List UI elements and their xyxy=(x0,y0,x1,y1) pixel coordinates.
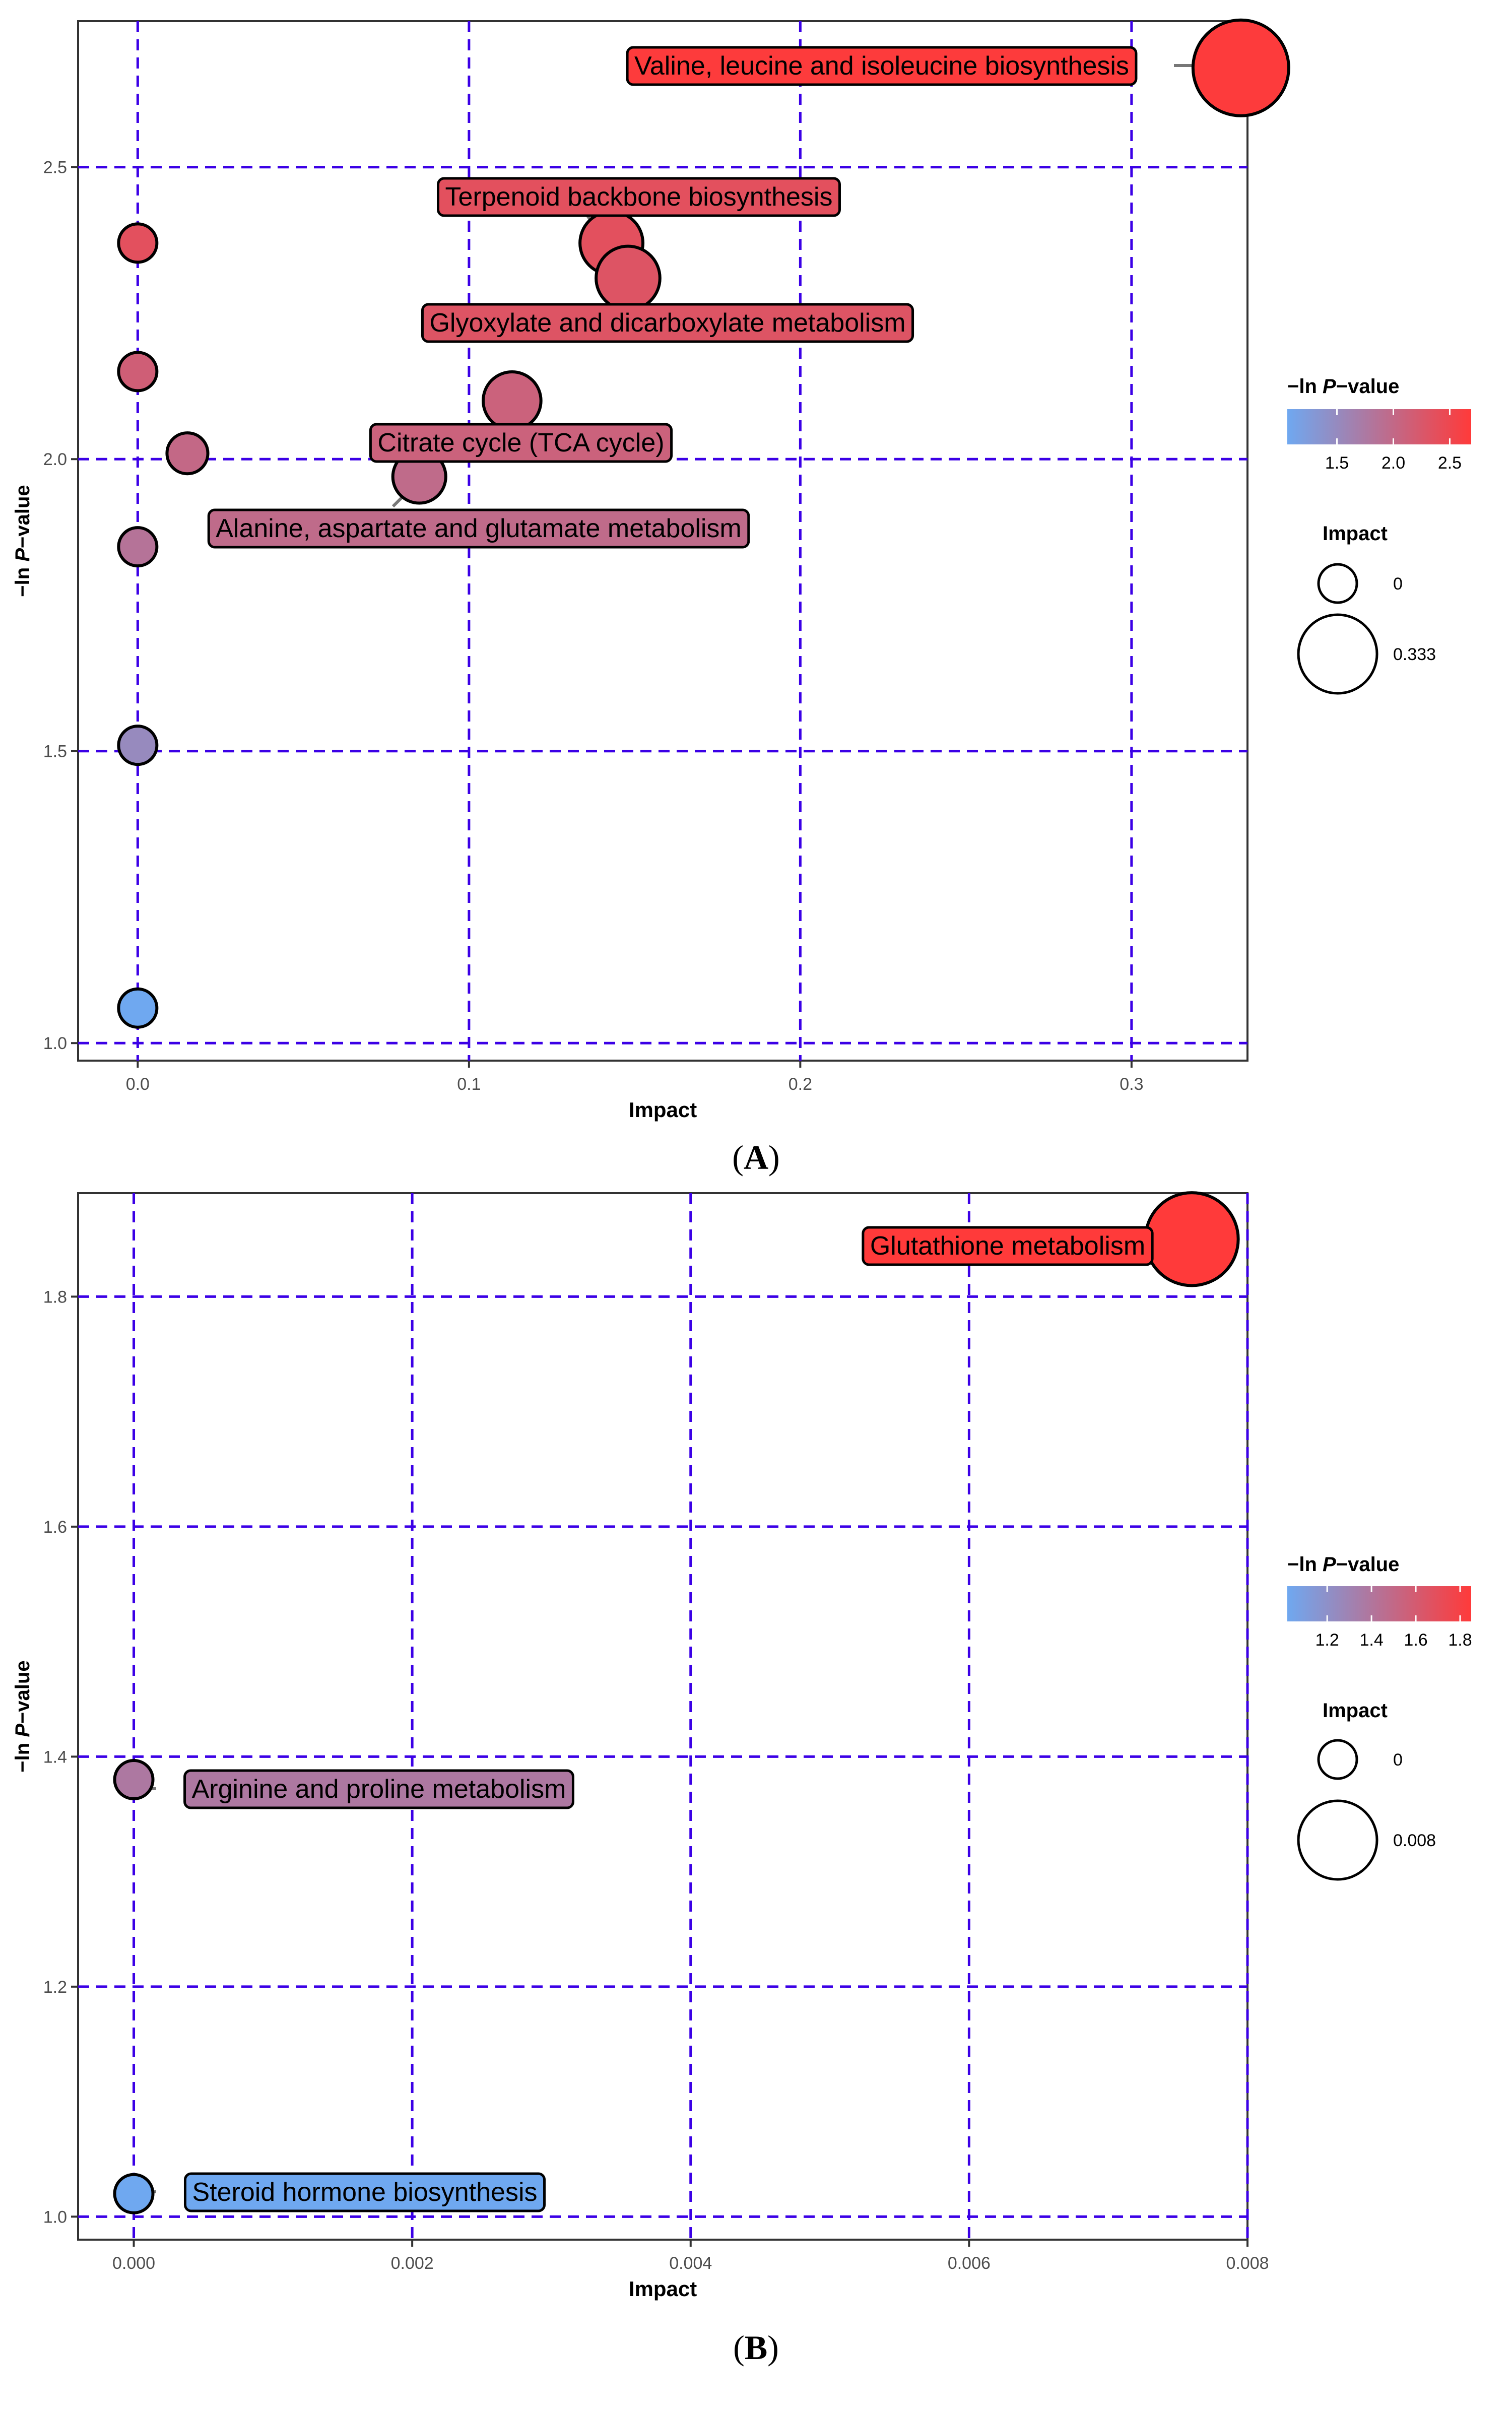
point-label-text: Terpenoid backbone biosynthesis xyxy=(445,182,833,212)
color-legend-tick-label: 1.8 xyxy=(1448,1630,1472,1650)
x-tick-label: 0.006 xyxy=(947,2254,991,2273)
color-legend-tick-label: 2.5 xyxy=(1437,453,1462,473)
point-label-text: Valine, leucine and isoleucine biosynthesis xyxy=(634,51,1129,81)
panel-b-caption: (B) xyxy=(733,2328,779,2367)
point-label xyxy=(370,424,671,462)
panel-b-chart xyxy=(12,1193,1472,2301)
size-legend-title: Impact xyxy=(1323,523,1388,545)
color-legend-title: −ln P−value xyxy=(1287,375,1400,398)
size-legend-label: 0 xyxy=(1393,574,1403,594)
point-label-text: Glyoxylate and dicarboxylate metabolism xyxy=(429,308,906,338)
y-axis-title: −ln P−value xyxy=(12,485,34,597)
point-label-text: Glutathione metabolism xyxy=(870,1231,1146,1261)
panel-a-letter: A xyxy=(743,1138,769,1177)
panel-a-caption: (A) xyxy=(732,1138,780,1177)
size-legend-circle xyxy=(1298,1801,1377,1879)
y-axis-title: −ln P−value xyxy=(12,1660,34,1773)
color-legend-tick-label: 2.0 xyxy=(1381,453,1406,473)
size-legend-label: 0 xyxy=(1393,1750,1403,1770)
y-tick-label: 1.2 xyxy=(43,1977,67,1997)
x-tick-label: 0.0 xyxy=(125,1075,150,1094)
x-tick-label: 0.002 xyxy=(390,2254,434,2273)
data-point xyxy=(1193,20,1289,116)
point-label xyxy=(209,510,749,547)
size-legend-label: 0.333 xyxy=(1393,645,1436,664)
point-label xyxy=(422,304,912,342)
point-label xyxy=(863,1227,1152,1265)
color-legend-tick-label: 1.4 xyxy=(1359,1630,1384,1650)
y-tick-label: 1.0 xyxy=(43,1034,67,1054)
color-legend xyxy=(1287,375,1471,473)
size-legend xyxy=(1298,1700,1436,1879)
size-legend-circle xyxy=(1319,1740,1357,1779)
x-axis-title: Impact xyxy=(628,2277,697,2301)
point-label xyxy=(438,178,840,216)
panel-a-chart xyxy=(12,20,1471,1122)
size-legend xyxy=(1298,523,1436,693)
data-point xyxy=(115,1760,153,1799)
y-tick-label: 2.0 xyxy=(43,450,67,470)
data-point xyxy=(118,224,157,262)
size-legend-title: Impact xyxy=(1323,1700,1388,1722)
point-label xyxy=(185,1771,573,1808)
size-legend-label: 0.008 xyxy=(1393,1831,1436,1850)
color-legend xyxy=(1287,1553,1472,1650)
data-point xyxy=(118,528,157,566)
color-legend-tick-label: 1.5 xyxy=(1325,453,1349,473)
plot-area xyxy=(78,1193,1247,2240)
point-label xyxy=(627,47,1136,85)
x-tick-label: 0.000 xyxy=(112,2254,156,2273)
y-tick-label: 1.4 xyxy=(43,1747,67,1767)
color-legend-tick-label: 1.6 xyxy=(1404,1630,1428,1650)
data-point xyxy=(118,726,157,764)
size-legend-circle xyxy=(1319,564,1357,603)
point-label-text: Alanine, aspartate and glutamate metabolism xyxy=(216,514,742,543)
point-label xyxy=(185,2174,544,2211)
data-point xyxy=(118,989,157,1027)
x-tick-label: 0.004 xyxy=(669,2254,712,2273)
data-point xyxy=(483,372,541,430)
x-tick-label: 0.1 xyxy=(457,1075,481,1094)
x-tick-label: 0.3 xyxy=(1120,1075,1144,1094)
x-axis-title: Impact xyxy=(628,1098,697,1122)
y-tick-label: 1.6 xyxy=(43,1517,67,1537)
point-label-text: Arginine and proline metabolism xyxy=(191,1775,566,1804)
size-legend-circle xyxy=(1298,615,1377,693)
data-point xyxy=(118,352,157,390)
y-tick-label: 2.5 xyxy=(43,158,67,177)
panel-b-letter: B xyxy=(744,2328,768,2367)
color-legend-bar xyxy=(1287,1586,1471,1621)
data-point xyxy=(167,433,208,474)
x-tick-label: 0.2 xyxy=(788,1075,812,1094)
y-tick-label: 1.5 xyxy=(43,742,67,761)
color-legend-bar xyxy=(1287,409,1471,444)
y-tick-label: 1.0 xyxy=(43,2207,67,2227)
color-legend-tick-label: 1.2 xyxy=(1315,1630,1339,1650)
data-point xyxy=(115,2175,153,2213)
point-label-text: Citrate cycle (TCA cycle) xyxy=(377,428,665,458)
y-tick-label: 1.8 xyxy=(43,1287,67,1307)
data-point xyxy=(596,246,660,310)
color-legend-title: −ln P−value xyxy=(1287,1553,1400,1576)
point-label-text: Steroid hormone biosynthesis xyxy=(192,2178,538,2207)
x-tick-label: 0.008 xyxy=(1226,2254,1269,2273)
data-point xyxy=(1145,1193,1238,1285)
